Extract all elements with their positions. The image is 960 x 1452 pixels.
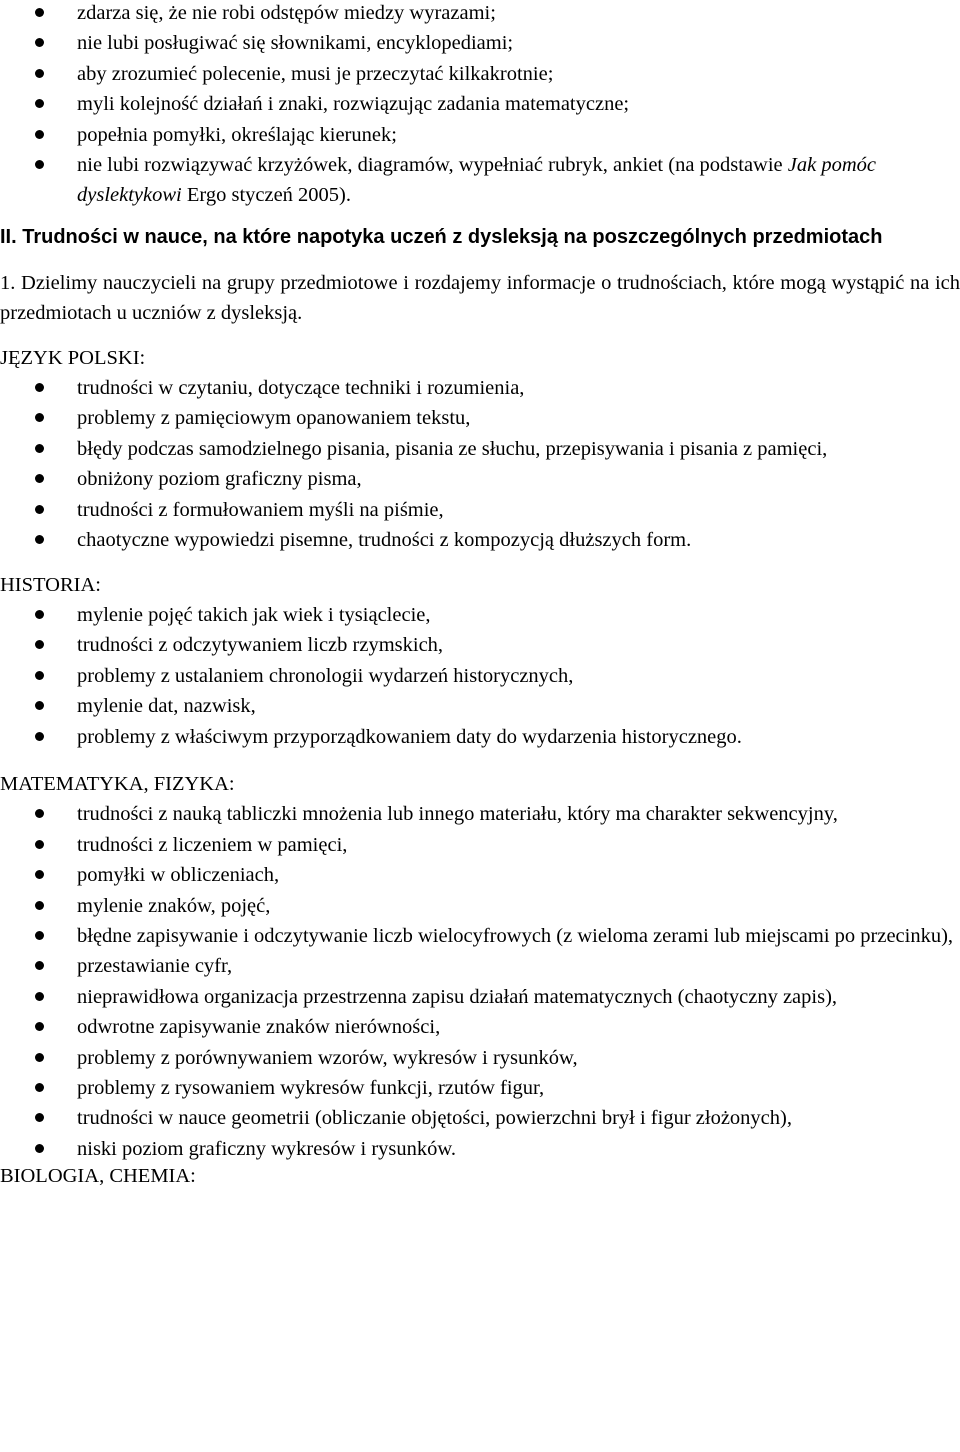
list-item: [0, 1012, 960, 1042]
list-item-text: przestawianie cyfr,: [77, 955, 233, 978]
list-item: [0, 630, 960, 660]
bullet-icon: [35, 732, 44, 741]
list-item: [0, 403, 960, 433]
list-item: [0, 434, 960, 464]
list-item-text: aby zrozumieć polecenie, musi je przeczytać kilkakrotnie;: [77, 62, 554, 85]
list-item-text: problemy z rysowaniem wykresów funkcji, rzutów figur,: [77, 1077, 545, 1099]
list-item-text: mylenie pojęć takich jak wiek i tysiąclecie,: [77, 603, 431, 626]
section-label-biology-chemistry: BIOLOGIA, CHEMIA:: [0, 1165, 196, 1188]
bullet-icon: [35, 8, 44, 17]
bullet-icon: [35, 610, 44, 619]
section-label-polish: JĘZYK POLSKI:: [0, 346, 146, 369]
bullet-icon: [35, 413, 44, 422]
intro-paragraph: 1. Dzielimy nauczycieli na grupy przedmiotowe i rozdajemy informacje o trudnościach, które mogą wystąpić na ich przedmiotach u uczniów z dysleksją.: [0, 271, 960, 325]
history-bullet-list: [0, 600, 960, 752]
bullet-icon: [35, 160, 44, 169]
bullet-icon: [35, 99, 44, 108]
list-item: [0, 951, 960, 981]
bullet-icon: [35, 1113, 44, 1122]
list-item: [0, 1043, 960, 1073]
bullet-icon: [35, 1083, 44, 1092]
list-item: [0, 921, 960, 951]
list-item: [0, 89, 960, 119]
list-item: [0, 464, 960, 494]
bullet-icon: [35, 130, 44, 139]
bullet-icon: [35, 535, 44, 544]
list-item-text: nie lubi rozwiązywać krzyżówek, diagramów, wypełniać rubryk, ankiet (na podstawie: [77, 154, 788, 177]
list-item: [0, 860, 960, 890]
bullet-icon: [35, 38, 44, 47]
list-item: [0, 1103, 960, 1133]
list-item-text: trudności z formułowaniem myśli na piśmie,: [77, 498, 444, 521]
list-item-text: nieprawidłowa organizacja przestrzenna zapisu działań matematycznych (chaotyczny zapis),: [77, 985, 838, 1008]
top-bullet-list: [0, 0, 960, 211]
list-item: [0, 661, 960, 691]
section-label-math: MATEMATYKA, FIZYKA:: [0, 772, 235, 795]
bullet-icon: [35, 640, 44, 649]
bullet-icon: [35, 840, 44, 849]
bullet-icon: [35, 1144, 44, 1153]
list-item-text: popełnia pomyłki, określając kierunek;: [77, 123, 397, 146]
list-item-text: Ergo styczeń 2005).: [181, 184, 352, 207]
list-item: [0, 799, 960, 829]
bullet-icon: [35, 992, 44, 1001]
list-item: [0, 1073, 960, 1103]
bullet-icon: [35, 961, 44, 970]
list-item-text: odwrotne zapisywanie znaków nierówności,: [77, 1016, 441, 1039]
list-item-text: problemy z właściwym przyporządkowaniem daty do wydarzenia historycznego.: [77, 725, 742, 748]
list-item: [0, 120, 960, 150]
list-item: [0, 830, 960, 860]
list-item-text: chaotyczne wypowiedzi pisemne, trudności z kompozycją dłuższych form.: [77, 529, 692, 552]
section-heading: II. Trudności w nauce, na które napotyka uczeń z dysleksją na poszczególnych przedmiotach: [0, 225, 883, 248]
bullet-icon: [35, 870, 44, 879]
list-item: [0, 373, 960, 403]
list-item: [0, 891, 960, 921]
citation-title: Jak pomóc dyslektykowi: [77, 154, 877, 207]
section-label-history: HISTORIA:: [0, 573, 101, 596]
list-item: [0, 150, 960, 211]
bullet-icon: [35, 701, 44, 710]
list-item: [0, 982, 960, 1012]
bullet-icon: [35, 474, 44, 483]
list-item: [0, 0, 960, 28]
bullet-icon: [35, 901, 44, 910]
list-item-text: myli kolejność działań i znaki, rozwiązując zadania matematyczne;: [77, 93, 630, 116]
list-item-text: trudności z nauką tabliczki mnożenia lub innego materiału, który ma charakter sekwencyjny,: [77, 803, 838, 826]
bullet-icon: [35, 69, 44, 78]
list-item-text: trudności z liczeniem w pamięci,: [77, 833, 348, 856]
bullet-icon: [35, 809, 44, 818]
list-item: [0, 722, 960, 752]
list-item-text: zdarza się, że nie robi odstępów miedzy wyrazami;: [77, 2, 496, 24]
bullet-icon: [35, 1022, 44, 1031]
list-item-text: problemy z porównywaniem wzorów, wykresów i rysunków,: [77, 1046, 578, 1069]
bullet-icon: [35, 444, 44, 453]
list-item: [0, 525, 960, 555]
list-item: [0, 28, 960, 58]
list-item-text: pomyłki w obliczeniach,: [77, 864, 280, 887]
list-item-text: problemy z pamięciowym opanowaniem tekstu,: [77, 407, 471, 430]
list-item-text: mylenie dat, nazwisk,: [77, 695, 256, 718]
bullet-icon: [35, 505, 44, 514]
bullet-icon: [35, 1053, 44, 1062]
list-item-text: trudności w nauce geometrii (obliczanie objętości, powierzchni brył i figur złożonych),: [77, 1107, 792, 1130]
list-item-text: obniżony poziom graficzny pisma,: [77, 468, 362, 491]
list-item-text: błędne zapisywanie i odczytywanie liczb wielocyfrowych (z wieloma zerami lub miejscami po przecinku),: [77, 924, 954, 947]
list-item-text: problemy z ustalaniem chronologii wydarzeń historycznych,: [77, 664, 574, 687]
bullet-icon: [35, 383, 44, 392]
list-item-text: trudności z odczytywaniem liczb rzymskich,: [77, 634, 444, 657]
list-item: [0, 1134, 960, 1164]
list-item: [0, 600, 960, 630]
list-item-text: mylenie znaków, pojęć,: [77, 894, 271, 917]
list-item-text: trudności w czytaniu, dotyczące techniki i rozumienia,: [77, 377, 525, 400]
math-bullet-list: [0, 799, 960, 1164]
polish-bullet-list: [0, 373, 960, 555]
list-item: [0, 691, 960, 721]
list-item: [0, 495, 960, 525]
list-item-text: nie lubi posługiwać się słownikami, encyklopediami;: [77, 32, 514, 55]
bullet-icon: [35, 671, 44, 680]
bullet-icon: [35, 931, 44, 940]
list-item-text: błędy podczas samodzielnego pisania, pisania ze słuchu, przepisywania i pisania z pamięci,: [77, 437, 828, 460]
list-item-text: niski poziom graficzny wykresów i rysunków.: [77, 1137, 456, 1160]
list-item: [0, 59, 960, 89]
